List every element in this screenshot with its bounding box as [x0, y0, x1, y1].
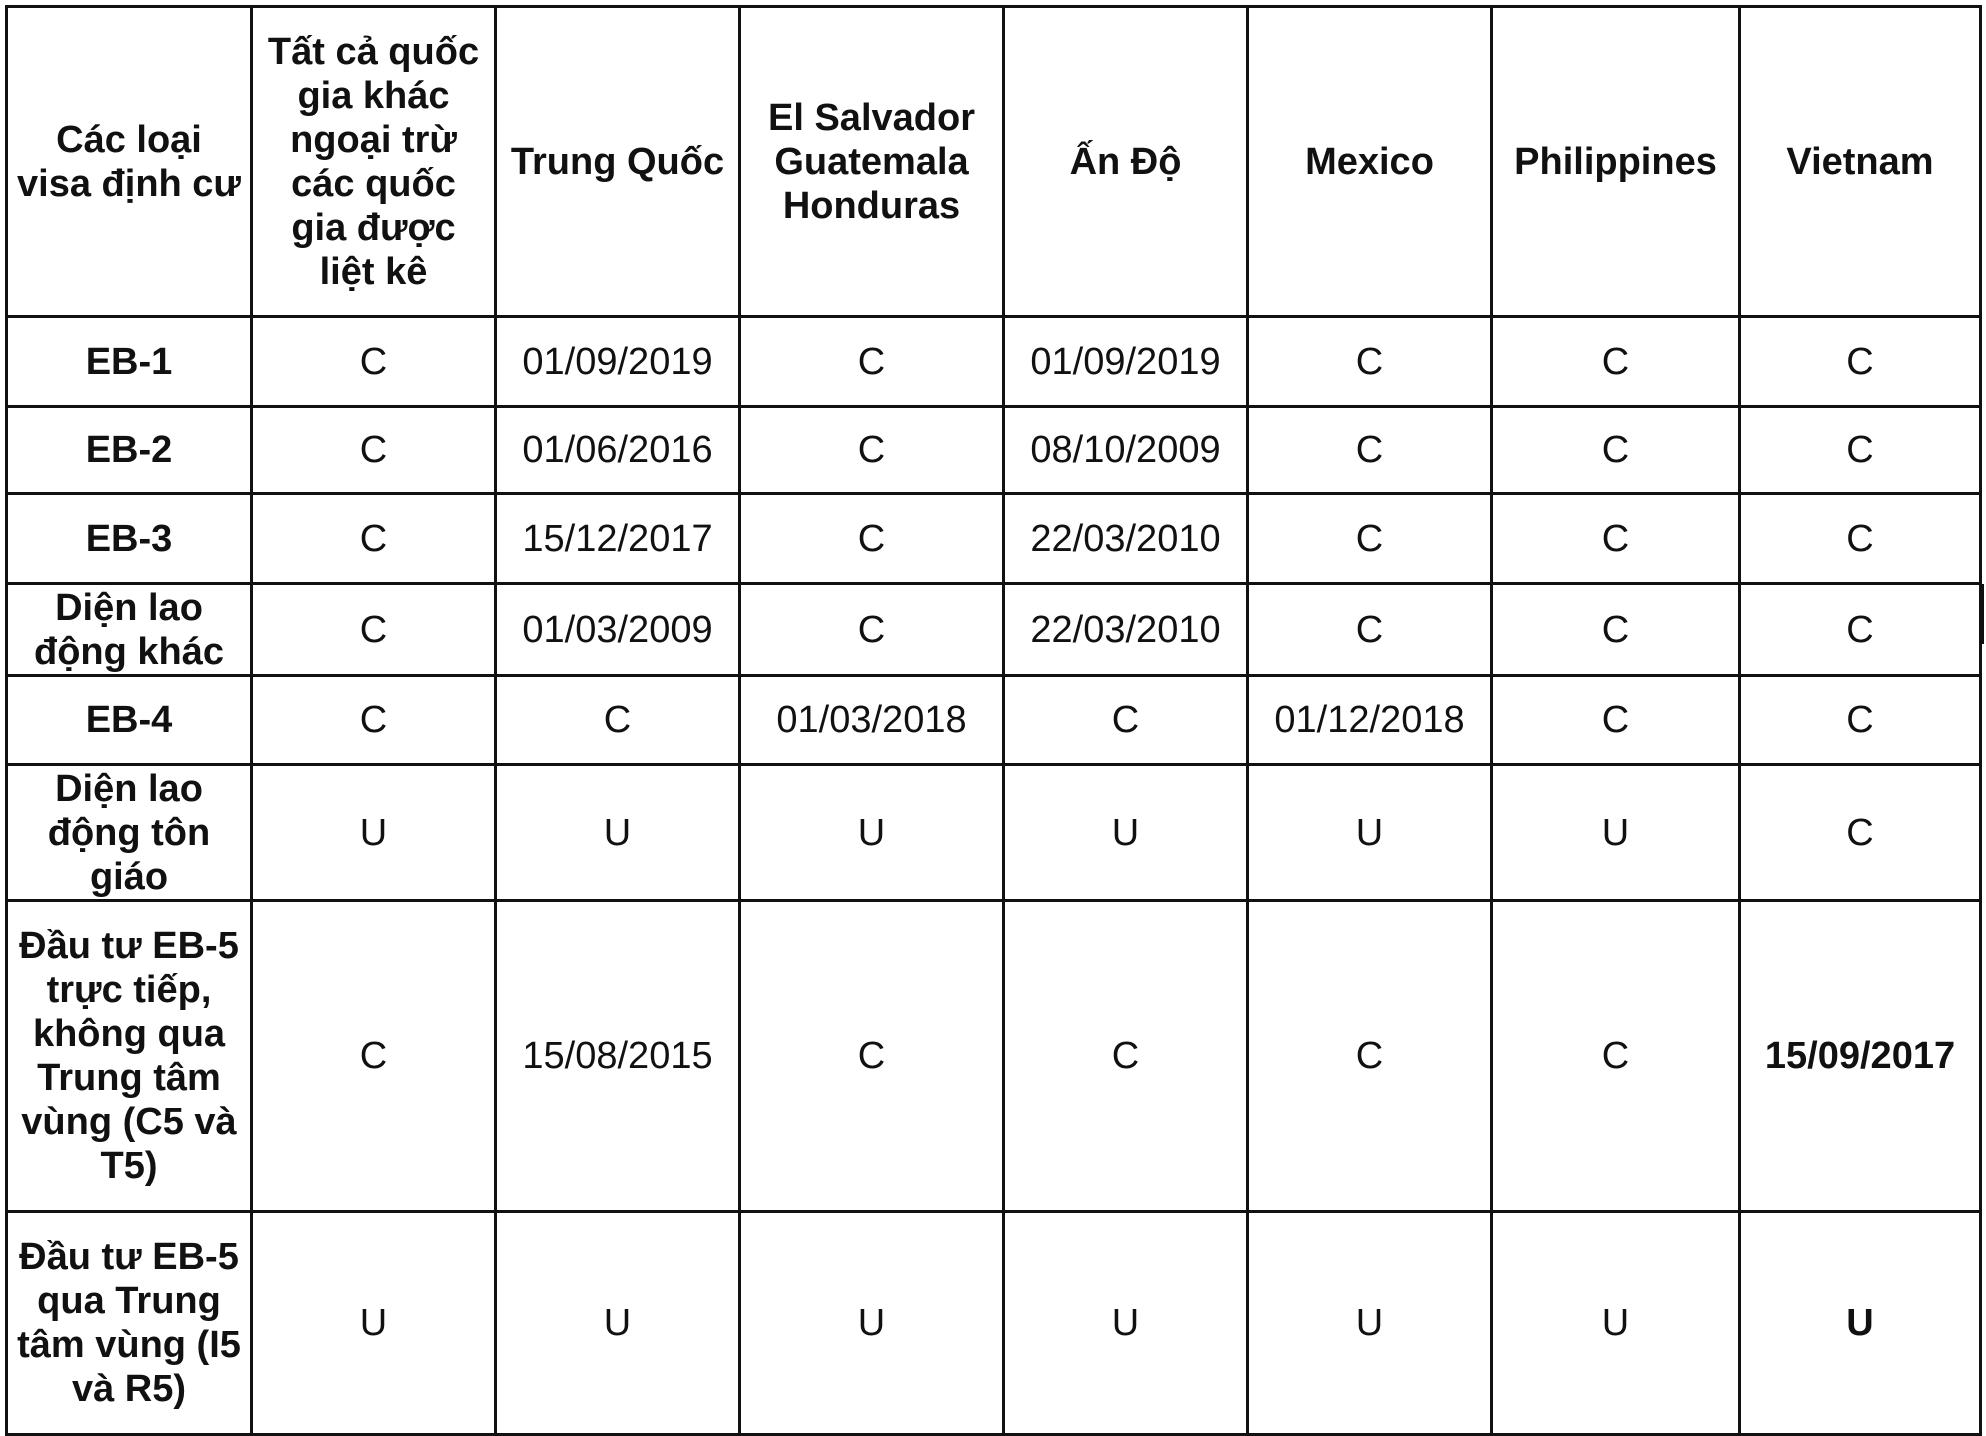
table-cell: 15/12/2017 — [496, 494, 740, 584]
header-visa-category: Các loại visa định cư — [7, 7, 252, 317]
row-category: EB-4 — [7, 676, 252, 765]
table-cell: U — [252, 765, 496, 901]
table-cell: 01/09/2019 — [1004, 317, 1248, 407]
row-category: Đầu tư EB-5 trực tiếp, không qua Trung tâm vùng (C5 và T5) — [7, 901, 252, 1212]
table-cell: 01/03/2018 — [740, 676, 1004, 765]
table-cell: C — [252, 676, 496, 765]
header-mexico: Mexico — [1248, 7, 1492, 317]
table-cell: 15/09/2017 — [1740, 901, 1981, 1212]
table-cell: C — [740, 494, 1004, 584]
table-cell: C — [1248, 317, 1492, 407]
table-cell: C — [252, 407, 496, 494]
table-cell: C — [740, 407, 1004, 494]
header-vietnam: Vietnam — [1740, 7, 1981, 317]
table-cell: C — [740, 901, 1004, 1212]
table-cell: C — [740, 317, 1004, 407]
table-cell: C — [1492, 407, 1740, 494]
row-category: EB-2 — [7, 407, 252, 494]
header-all-other-countries: Tất cả quốc gia khác ngoại trừ các quốc gia được liệt kê — [252, 7, 496, 317]
header-china: Trung Quốc — [496, 7, 740, 317]
table-cell: C — [1492, 676, 1740, 765]
table-cell: C — [1740, 494, 1981, 584]
table-cell: C — [740, 584, 1004, 676]
table-cell: U — [1248, 1212, 1492, 1435]
table-cell: C — [1740, 584, 1981, 676]
table-row — [7, 317, 1981, 407]
table-cell: C — [496, 676, 740, 765]
header-el-salvador-guatemala-honduras: El Salvador Guatemala Honduras — [740, 7, 1004, 317]
table-cell: U — [1004, 765, 1248, 901]
table-cell: U — [252, 1212, 496, 1435]
table-cell: 01/03/2009 — [496, 584, 740, 676]
table-cell: U — [740, 765, 1004, 901]
header-india: Ấn Độ — [1004, 7, 1248, 317]
table-row — [7, 676, 1981, 765]
table-cell: U — [740, 1212, 1004, 1435]
table-cell: U — [496, 765, 740, 901]
row-category: Diện lao động tôn giáo — [7, 765, 252, 901]
table-cell: 22/03/2010 — [1004, 584, 1248, 676]
table-cell: C — [252, 317, 496, 407]
table-cell: 01/12/2018 — [1248, 676, 1492, 765]
table-cell: C — [1740, 317, 1981, 407]
table-cell: C — [1248, 494, 1492, 584]
table-cell: C — [1740, 676, 1981, 765]
table-row — [7, 407, 1981, 494]
table-cell: C — [252, 494, 496, 584]
page-edge-mark — [1981, 584, 1984, 644]
row-category: EB-1 — [7, 317, 252, 407]
table-cell: U — [496, 1212, 740, 1435]
table-row — [7, 765, 1981, 901]
table-row — [7, 584, 1981, 676]
header-row — [7, 7, 1981, 317]
table-cell: C — [1004, 901, 1248, 1212]
table-row — [7, 901, 1981, 1212]
table-cell: C — [1248, 407, 1492, 494]
table-cell: 15/08/2015 — [496, 901, 740, 1212]
table-cell: C — [1740, 407, 1981, 494]
table-cell: C — [1248, 901, 1492, 1212]
table-cell: C — [1492, 584, 1740, 676]
table-cell: U — [1740, 1212, 1981, 1435]
table-cell: U — [1492, 1212, 1740, 1435]
table-cell: C — [1004, 676, 1248, 765]
table-cell: 08/10/2009 — [1004, 407, 1248, 494]
table-cell: U — [1004, 1212, 1248, 1435]
table-cell: C — [1740, 765, 1981, 901]
visa-bulletin-table — [5, 5, 1982, 1436]
table-cell: 22/03/2010 — [1004, 494, 1248, 584]
table-cell: 01/06/2016 — [496, 407, 740, 494]
row-category: EB-3 — [7, 494, 252, 584]
table-cell: U — [1248, 765, 1492, 901]
table-cell: C — [252, 584, 496, 676]
table-cell: U — [1492, 765, 1740, 901]
row-category: Diện lao động khác — [7, 584, 252, 676]
header-philippines: Philippines — [1492, 7, 1740, 317]
table-row — [7, 1212, 1981, 1435]
table-cell: C — [1248, 584, 1492, 676]
table-cell: C — [1492, 901, 1740, 1212]
table-row — [7, 494, 1981, 584]
table-cell: C — [252, 901, 496, 1212]
table-cell: C — [1492, 317, 1740, 407]
table-cell: 01/09/2019 — [496, 317, 740, 407]
row-category: Đầu tư EB-5 qua Trung tâm vùng (I5 và R5) — [7, 1212, 252, 1435]
table-cell: C — [1492, 494, 1740, 584]
